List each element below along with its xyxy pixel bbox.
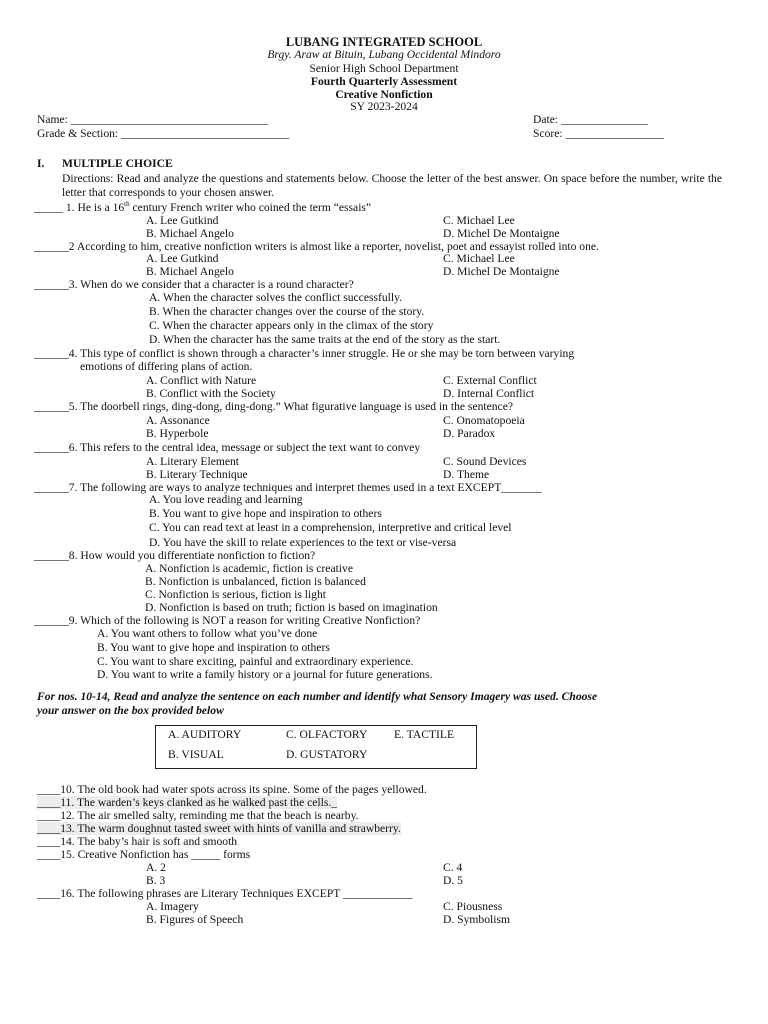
q8-option-a: A. Nonfiction is academic, fiction is creative <box>145 562 353 575</box>
score-field[interactable]: Score: _________________ <box>533 127 665 140</box>
q6-option-b: B. Literary Technique <box>146 468 248 481</box>
q1-option-d: D. Michel De Montaigne <box>443 227 560 240</box>
q1-stem-end: century French writer who coined the term “essais” <box>129 201 372 214</box>
q3-option-a: A. When the character solves the conflict successfully. <box>149 291 403 304</box>
question-5: ______5. The doorbell rings, ding-dong, ding-dong.” What figurative language is used in the sentence? <box>34 400 513 413</box>
q15-option-d: D. 5 <box>443 874 463 887</box>
q3-option-c: C. When the character appears only in the climax of the story <box>149 319 434 332</box>
q1-stem-start: _____ 1. He is a 16 <box>34 201 125 214</box>
q7-option-a: A. You love reading and learning <box>149 493 303 506</box>
q1-superscript: th <box>124 200 130 209</box>
question-3: ______3. When do we consider that a character is a round character? <box>34 278 354 291</box>
date-field[interactable]: Date: _______________ <box>533 113 648 126</box>
section-title: MULTIPLE CHOICE <box>62 157 173 170</box>
section-number: I. <box>37 157 45 170</box>
q3-option-d: D. When the character has the same traits at the end of the story as the start. <box>149 333 501 346</box>
choice-visual: B. VISUAL <box>168 748 224 761</box>
question-13: ____13. The warm doughnut tasted sweet with hints of vanilla and strawberry. <box>37 822 401 835</box>
q16-option-d: D. Symbolism <box>443 913 510 926</box>
question-2: ______2 According to him, creative nonfiction writers is almost like a reporter, novelist, poet and essayist rolled into one. <box>34 240 599 253</box>
q9-option-b: B. You want to give hope and inspiration to others <box>97 641 330 654</box>
question-15: ____15. Creative Nonfiction has _____ forms <box>37 848 251 861</box>
q8-option-b: B. Nonfiction is unbalanced, fiction is balanced <box>145 575 366 588</box>
q8-option-c: C. Nonfiction is serious, fiction is light <box>145 588 326 601</box>
question-4-cont: emotions of differing plans of action. <box>80 360 253 373</box>
grade-section-field[interactable]: Grade & Section: _____________________________ <box>37 127 290 140</box>
q9-option-c: C. You want to share exciting, painful and extraordinary experience. <box>97 655 414 668</box>
question-12: ____12. The air smelled salty, reminding me that the beach is nearby. <box>37 809 359 822</box>
question-10: ____10. The old book had water spots across its spine. Some of the pages yellowed. <box>37 783 427 796</box>
q15-option-c: C. 4 <box>443 861 463 874</box>
q5-option-b: B. Hyperbole <box>146 427 209 440</box>
q4-option-b: B. Conflict with the Society <box>146 387 276 400</box>
q6-option-d: D. Theme <box>443 468 490 481</box>
q15-option-b: B. 3 <box>146 874 166 887</box>
q9-option-d: D. You want to write a family history or a journal for future generations. <box>97 668 433 681</box>
q4-option-d: D. Internal Conflict <box>443 387 535 400</box>
q2-option-c: C. Michael Lee <box>443 252 515 265</box>
q1-option-b: B. Michael Angelo <box>146 227 234 240</box>
choice-tactile: E. TACTILE <box>394 728 455 741</box>
q7-option-c: C. You can read text at least in a comprehension, interpretive and critical level <box>149 521 512 534</box>
school-year: SY 2023-2024 <box>350 100 418 113</box>
q1-option-c: C. Michael Lee <box>443 214 515 227</box>
choice-olfactory: C. OLFACTORY <box>286 728 368 741</box>
q4-option-a: A. Conflict with Nature <box>146 374 257 387</box>
q16-option-c: C. Piousness <box>443 900 503 913</box>
directions: Directions: Read and analyze the questions and statements below. Choose the letter of the best answer. On space before the number, write the letter that corresponds to your chosen answer. <box>62 172 722 199</box>
question-1 <box>34 201 371 214</box>
q3-option-b: B. When the character changes over the course of the story. <box>149 305 425 318</box>
q9-option-a: A. You want others to follow what you’ve done <box>97 627 318 640</box>
question-14: ____14. The baby’s hair is soft and smooth <box>37 835 238 848</box>
choice-gustatory: D. GUSTATORY <box>286 748 368 761</box>
q5-option-a: A. Assonance <box>146 414 210 427</box>
q5-option-d: D. Paradox <box>443 427 496 440</box>
imagery-instruction-line1: For nos. 10-14, Read and analyze the sentence on each number and identify what Sensory Imagery was used. Choose <box>37 690 598 703</box>
q5-option-c: C. Onomatopoeia <box>443 414 525 427</box>
question-4: ______4. This type of conflict is shown through a character’s inner struggle. He or she may be torn between varying <box>34 347 575 360</box>
question-9: ______9. Which of the following is NOT a reason for writing Creative Nonfiction? <box>34 614 421 627</box>
q7-option-b: B. You want to give hope and inspiration to others <box>149 507 382 520</box>
subject-title: Creative Nonfiction <box>335 88 433 101</box>
q2-option-b: B. Michael Angelo <box>146 265 234 278</box>
question-11: ____11. The warden’s keys clanked as he walked past the cells._ <box>37 796 338 809</box>
q8-option-d: D. Nonfiction is based on truth; fiction is based on imagination <box>145 601 438 614</box>
q15-option-a: A. 2 <box>146 861 166 874</box>
q16-option-a: A. Imagery <box>146 900 199 913</box>
name-field[interactable]: Name: __________________________________ <box>37 113 268 126</box>
question-16: ____16. The following phrases are Literary Techniques EXCEPT ____________ <box>37 887 413 900</box>
q2-option-a: A. Lee Gutkind <box>146 252 219 265</box>
q1-option-a: A. Lee Gutkind <box>146 214 219 227</box>
question-6: ______6. This refers to the central idea, message or subject the text want to convey <box>34 441 421 454</box>
question-7: ______7. The following are ways to analyze techniques and interpret themes used in a text EXCEPT_______ <box>34 481 542 494</box>
q6-option-c: C. Sound Devices <box>443 455 527 468</box>
q4-option-c: C. External Conflict <box>443 374 537 387</box>
q2-option-d: D. Michel De Montaigne <box>443 265 560 278</box>
assessment-title: Fourth Quarterly Assessment <box>310 75 458 88</box>
choice-auditory: A. AUDITORY <box>168 728 242 741</box>
q6-option-a: A. Literary Element <box>146 455 240 468</box>
q16-option-b: B. Figures of Speech <box>146 913 244 926</box>
school-address: Brgy. Araw at Bituin, Lubang Occidental Mindoro <box>267 48 501 61</box>
school-name: LUBANG INTEGRATED SCHOOL <box>285 35 483 49</box>
question-8: ______8. How would you differentiate nonfiction to fiction? <box>34 549 316 562</box>
imagery-instruction-line2: your answer on the box provided below <box>37 704 224 717</box>
q7-option-d: D. You have the skill to relate experiences to the text or vise-versa <box>149 536 457 549</box>
department: Senior High School Department <box>309 62 459 75</box>
